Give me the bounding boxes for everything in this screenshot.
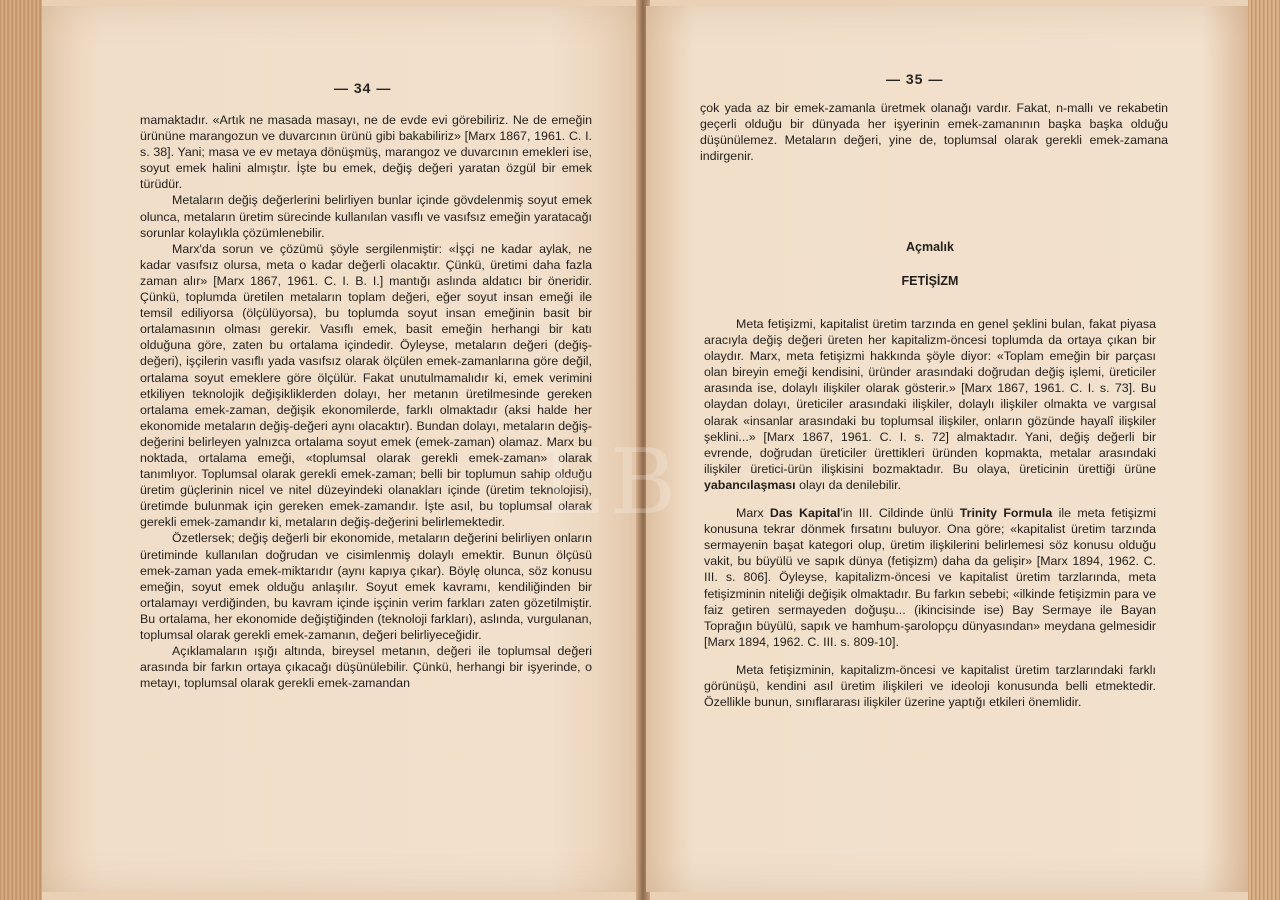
left-paragraph-2: Metaların değiş değerlerini belirliyen bunlar içinde gövdelenmiş soyut emek olunca, metaların üretim sürecinde kullanılan vasıflı ve vasıfsız emeğin yaratacağı sorunlar kolaylıkla çözümlenebilir. bbox=[140, 193, 592, 240]
p2-bold-das-kapital: Das Kapital bbox=[769, 506, 841, 521]
left-paragraph-4: Özetlersek; değiş değerli bir ekonomide, metaların değerini belirliyen onların üretiminde kullanılan doğrudan ve cisimlenmiş dolaylı emektir. Bunun ölçüsü emek-zaman yada emek-miktarıdır (aynı kapıya çıkar). Böylę olunca, söz konusu emeğin, soyut emek olduğu anlaşılır. Soyut emek kavramı, kendiliğinden bir ortalamayı verdiğinden, bu kavram içinde işçinin verim farkları zaten gözetilmiştir. Bu ortalama, her ekonomide değiştiğinden (teknoloji farkları), aslında, vurgulanan, toplumsal olarak gerekli emek-zamanın, değeri belirliyeceğidir. bbox=[140, 531, 592, 642]
left-page-number: — 34 — bbox=[334, 80, 392, 96]
p1-text-a: Meta fetişizmi, kapitalist üretim tarzında en genel şeklini bulan, fakat piyasa aracıyla değiş değeri üreten her kapitalizm-öncesi toplumda da ortaya çıkan bir olaydır. Marx, meta fetişizmi hakkında şöyle diyor: «Toplam emeğin bir parçası olan bireyin emeği kendisini, üründer arasındaki doğrudan değiş işlemi, üreticiler arasında ise, dolaylı ilişkiler olarak gösterir.» [Marx 1867, 1961. C. I. s. 73]. Bu olaydan dolayı, üreticiler arasındaki ilişkiler, dolaylı ilişkiler olmakta ve vargısal olarak «insanlar arasındaki bu toplumsal ilişkiler, onların gözünde hayalî ilişkiler şeklini...» [Marx 1867, 1961. C. I. s. 72] almaktadır. Yani, değiş değerli bir evrende, doğrudan üreticiler ürettikleri üründen kopmakta, metalar arasındaki ilişkiler üretici-ürün ilişkisini bozmaktadır. Bu olaya, üreticinin ürettiği ürüne bbox=[704, 317, 1156, 476]
right-paragraph-3: Meta fetişizminin, kapitalizm-öncesi ve kapitalist üretim tarzlarındaki farklı görünüşü, kendini asıl üretim ilişkileri ve ideoloji konusunda belli etmektedir. Özellikle bunun, sınıflararası ilişkiler üzerine yaptığı etkileri önemlidir. bbox=[704, 662, 1156, 710]
right-intro-paragraph: çok yada az bir emek-zamanla üretmek olanağı vardır. Fakat, n-mallı ve rekabetin geçerli olduğu bir dünyada her işyerinin emek-zamanının başka başka olduğu düşünülemez. Metaların değeri, yine de, toplumsal olarak gerekli emek-zamana indirgenir. bbox=[700, 101, 1168, 164]
watermark: EB bbox=[540, 430, 680, 535]
book-edge-right bbox=[1248, 0, 1280, 900]
p2-text-a: Marx bbox=[736, 506, 770, 521]
left-paragraph-5: Açıklamaların ışığı altında, bireysel metanın, değeri ile toplumsal değeri arasında bir farkın ortaya çıkacağı düşünülebilir. Çünkü, herhangi bir işyerinde, o metayı, toplumsal olarak gerekli emek-zamandan bbox=[140, 644, 592, 691]
p2-bold-trinity-formula: Trinity Formula bbox=[959, 506, 1053, 521]
right-page-number: — 35 — bbox=[886, 71, 944, 87]
left-paragraph-1: mamaktadır. «Artık ne masada masayı, ne de evde evi görebiliriz. Ne de emeğin ürününe marangozun ve duvarcının ürünü gibi bakabiliriz» [Marx 1867, 1961. C. I. s. 38]. Yani; masa ve ev metaya dönüşmüş, marangoz ve duvarcının emekleri ise, soyut emek halini almıştır. İşte bu emek, değiş değeri yaratan özgül bir emek türüdür. bbox=[140, 113, 592, 192]
book-edge-left bbox=[0, 0, 42, 900]
p1-text-b: olayı da denilebilir. bbox=[795, 477, 902, 492]
right-page-intro bbox=[700, 100, 1168, 164]
p1-bold-term: yabancılaşması bbox=[704, 477, 796, 492]
right-paragraph-1 bbox=[704, 316, 1156, 493]
right-page-body bbox=[704, 316, 1156, 710]
sub-heading: FETİŞİZM bbox=[901, 274, 959, 288]
left-paragraph-3: Marx'da sorun ve çözümü şöyle sergilenmiştir: «İşçi ne kadar aylak, ne kadar vasıfsız olursa, meta o kadar değerli olacaktır. Çünkü, üretimi daha fazla zaman alır» [Marx 1867, 1961. C. I. B. I.] mantığı aslında aldatıcı bir öneridir. Çünkü, toplumda üretilen metaların toplam değeri, eğer soyut insan emeği ile temsil ediliyorsa (ölçülüyorsa), bu toplumda soyut insan emeğinin basit bir ortalamasının olması gerekir. Vasıflı emek, basit emeğin herhangi bir katı olduğuna göre, zaten bu ortalama içindedir. Öyleyse, metaların değeri (değiş-değeri), işçilerin vasıflı yada vasıfsız olarak ölçülen emek-zamanlarına göre değil, ortalama soyut emeklere göre ölçülür. Fakat unutulmamalıdır ki, emek verimini etkiliyen teknolojik değişikliklerden dolayı, her metanın üretilmesinde gereken ortalama emek-zaman, değişik ekonomilerde, farklı olmaktadır (aksi halde her ekonomide metaların değiş-değeri aynı olacaktır). Bundan dolayı, metaların değiş-değerini belirleyen yalnızca ortalama soyut emek (emek-zaman) olamaz. Marx bu noktada, ortalama emeği, «toplumsal olarak gerekli emek-zaman» olarak tanımlıyor. Toplumsal olarak gerekli emek-zaman; belli bir toplumun sahip olduğu üretim güçlerinin nicel ve nitel düzeyindeki olanakları içinde (üretim teknolojisi), üretimde bulunmak için gereken emek-zamandır. İşte asıl, bu toplumsal olarak gerekli emek-zamandır ki, metaların değiş-değerini belirlemektedir. bbox=[140, 241, 592, 530]
p2-text-c: ile meta fetişizmi konusuna tekrar dönmek fırsatını buluyor. Ona göre; «kapitalist üretim tarzında sermayenin başat kategori olup, üretim ilişkilerini belirlemesi söz konusu olduğu vakit, bu büyülü ve sapık dünya (fetişizm) daha da gelişir» [Marx 1894, 1962. C. III. s. 806]. Öyleyse, kapitalizm-öncesi ve kapitalist üretim tarzlarında, meta fetişizminin niteliği değişik olmaktadır. Bu farkın sebebi; «ilkinde fetişizmin para ve faiz getiren sermayeden doğuşu... (ikincisinde ise) Bay Sermaye ile Bayan Toprağın büyülü, sapık ve hamhum-şarolopçu dünyasından» meydana gelmesidir [Marx 1894, 1962. C. III. s. 809-10]. bbox=[704, 506, 1157, 649]
section-heading: Açmalık bbox=[906, 240, 954, 254]
p2-text-b: 'in III. Cildinde ünlü bbox=[840, 506, 960, 521]
left-page-body bbox=[140, 112, 592, 691]
right-paragraph-2 bbox=[704, 505, 1156, 650]
